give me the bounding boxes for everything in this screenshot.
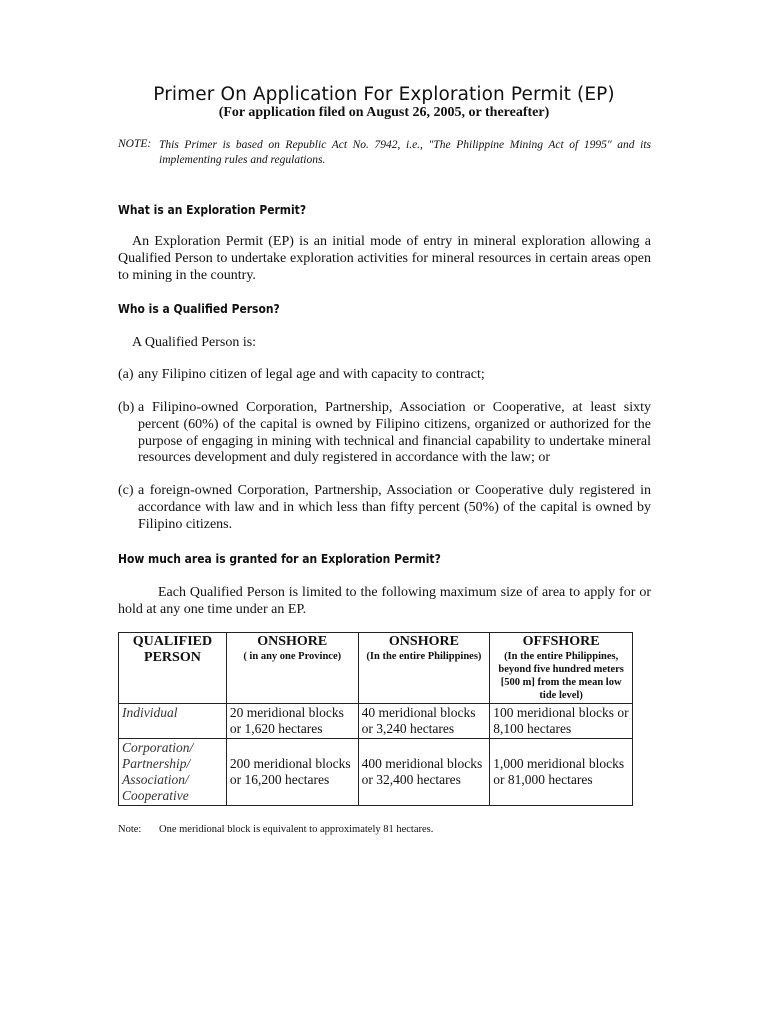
header-sub: ( in any one Province) bbox=[243, 651, 342, 662]
qualified-person-intro: A Qualified Person is: bbox=[132, 335, 257, 350]
list-item bbox=[118, 483, 651, 533]
header-sub: (In the entire Philippines) bbox=[366, 651, 482, 662]
document-title: Primer On Application For Exploration Permit (EP) bbox=[153, 84, 615, 105]
header-offshore bbox=[490, 633, 633, 704]
heading-qualified-person: Who is a Qualified Person? bbox=[118, 301, 280, 316]
table-cell: 1,000 meridional blocks or 81,000 hectares bbox=[490, 739, 633, 806]
list-marker: (b) bbox=[118, 400, 135, 415]
table-cell-person: Individual bbox=[119, 704, 227, 739]
header-qualified-person bbox=[119, 633, 227, 704]
header-main: OFFSHORE bbox=[522, 634, 600, 649]
table-header-row bbox=[119, 633, 633, 704]
table-cell-person: Corporation/ Partnership/ Association/ Cooperative bbox=[119, 739, 227, 806]
table-cell: 20 meridional blocks or 1,620 hectares bbox=[226, 704, 358, 739]
note-text: This Primer is based on Republic Act No. 7942, i.e., "The Philippine Mining Act of 1995" and its implementing rules and regulations. bbox=[159, 139, 651, 166]
area-limits-table bbox=[118, 632, 633, 806]
document-subtitle: (For application filed on August 26, 2005, or thereafter) bbox=[218, 105, 550, 120]
list-item-text: a foreign-owned Corporation, Partnership, Association or Cooperative duly registered in accordance with law and in which less than fifty percent (50%) of the capital is owned by Filipino citizens. bbox=[138, 483, 651, 532]
table-cell: 400 meridional blocks or 32,400 hectares bbox=[358, 739, 490, 806]
list-item bbox=[118, 400, 651, 467]
list-marker: (a) bbox=[118, 367, 134, 382]
table-cell: 100 meridional blocks or 8,100 hectares bbox=[490, 704, 633, 739]
paragraph-what-is-ep: An Exploration Permit (EP) is an initial mode of entry in mineral exploration allowing a Qualified Person to undertake exploration activities for mineral resources in certain areas open to mining in the country. bbox=[118, 234, 651, 283]
heading-area-granted: How much area is granted for an Exploration Permit? bbox=[118, 551, 441, 566]
table-cell: 40 meridional blocks or 3,240 hectares bbox=[358, 704, 490, 739]
list-item-text: a Filipino-owned Corporation, Partnership, Association or Cooperative, at least sixty percent (60%) of the capital is owned by Filipino citizens, organized or authorized for the purpose of engaging in mining with technical and financial capability to undertake mineral resources development and duly registered in accordance with the law; or bbox=[138, 400, 651, 466]
header-onshore-philippines bbox=[358, 633, 490, 704]
table-row bbox=[119, 739, 633, 806]
list-item-text: any Filipino citizen of legal age and with capacity to contract; bbox=[138, 367, 485, 382]
list-item bbox=[118, 367, 651, 384]
table-row bbox=[119, 704, 633, 739]
note-label: NOTE: bbox=[118, 138, 152, 150]
list-marker: (c) bbox=[118, 483, 134, 498]
footnote-text: One meridional block is equivalent to approximately 81 hectares. bbox=[159, 824, 434, 835]
header-onshore-province bbox=[226, 633, 358, 704]
header-main: ONSHORE bbox=[388, 634, 459, 649]
footnote-label: Note: bbox=[118, 824, 142, 835]
header-main: ONSHORE bbox=[257, 634, 328, 649]
header-main: QUALIFIED PERSON bbox=[132, 634, 213, 665]
table-cell: 200 meridional blocks or 16,200 hectares bbox=[226, 739, 358, 806]
paragraph-area-granted: Each Qualified Person is limited to the following maximum size of area to apply for or hold at any one time under an EP. bbox=[118, 585, 651, 617]
header-sub: (In the entire Philippines, beyond five hundred meters [500 m] from the mean low tide level) bbox=[498, 651, 624, 701]
heading-what-is-ep: What is an Exploration Permit? bbox=[118, 202, 307, 217]
